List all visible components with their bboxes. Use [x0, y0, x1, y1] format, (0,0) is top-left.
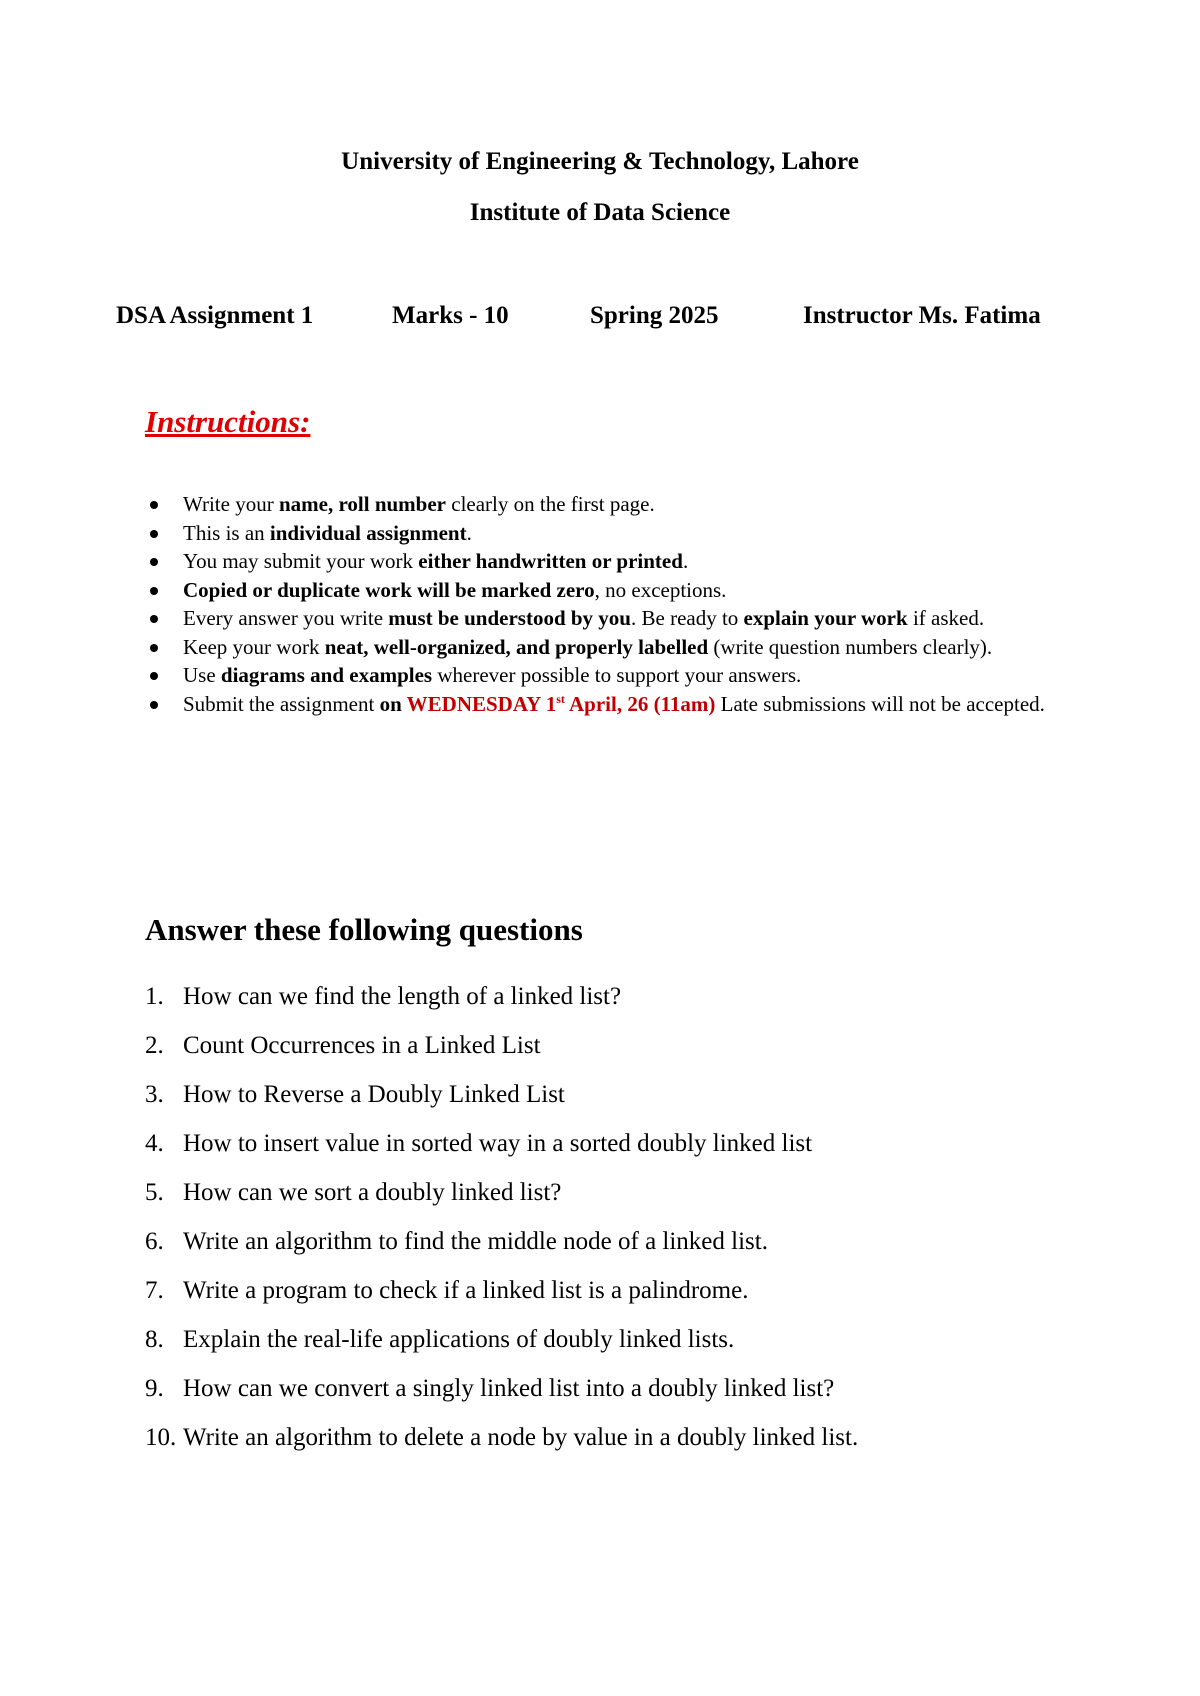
question-text: How to Reverse a Doubly Linked List [183, 1081, 565, 1108]
instruction-text: st [556, 691, 565, 706]
instruction-text: wherever possible to support your answers. [432, 663, 802, 687]
bullet-icon [150, 530, 158, 538]
instruction-text: Write your [183, 492, 279, 516]
bullet-icon [150, 701, 158, 709]
instruction-text: diagrams and examples [220, 663, 433, 687]
question-item [145, 1130, 858, 1179]
instruction-text: on [379, 691, 407, 716]
question-number: 7. [145, 1277, 164, 1304]
question-number: 6. [145, 1228, 164, 1255]
assignment-label: DSA Assignment 1 [116, 302, 314, 329]
bullet-icon [150, 587, 158, 595]
instruction-text: either handwritten or printed [418, 549, 683, 573]
instruction-item [145, 547, 1065, 576]
question-text: Explain the real-life applications of doubly linked lists. [183, 1326, 735, 1353]
question-item [145, 1326, 858, 1375]
instruction-item [145, 690, 1065, 719]
question-number: 3. [145, 1081, 164, 1108]
instruction-item [145, 661, 1065, 690]
question-text: How to insert value in sorted way in a sorted doubly linked list [183, 1130, 813, 1157]
instructor-label: Instructor Ms. Fatima [803, 302, 1041, 329]
instruction-text: name, roll number [278, 492, 446, 516]
bullet-icon [150, 501, 158, 509]
instruction-text: must be understood by you [388, 606, 631, 630]
question-text: How can we find the length of a linked list? [183, 983, 622, 1010]
instruction-text: April, 26 (11am) [564, 691, 716, 716]
questions-heading: Answer these following questions [145, 912, 583, 947]
bullet-icon [150, 615, 158, 623]
question-item [145, 1179, 858, 1228]
question-number: 8. [145, 1326, 164, 1353]
university-title: University of Engineering & Technology, Lahore [341, 148, 859, 175]
instruction-text: individual assignment [269, 520, 467, 545]
question-text: How can we sort a doubly linked list? [183, 1179, 562, 1206]
question-item [145, 1081, 858, 1130]
question-text: Write a program to check if a linked list is a palindrome. [183, 1277, 749, 1304]
question-number: 4. [145, 1130, 164, 1157]
question-number: 1. [145, 983, 164, 1010]
instruction-text: You may submit your work [183, 549, 419, 573]
instruction-text: , no exceptions. [594, 577, 727, 602]
instruction-text: WEDNESDAY 1 [406, 691, 557, 716]
question-item [145, 983, 858, 1032]
question-text: Write an algorithm to find the middle node of a linked list. [183, 1228, 768, 1255]
instruction-text: . Be ready to [631, 606, 744, 630]
question-item [145, 1228, 858, 1277]
instruction-text: Keep your work [183, 634, 325, 659]
questions-list [145, 983, 858, 1473]
question-item [145, 1375, 858, 1424]
bullet-icon [150, 672, 158, 680]
question-text: How can we convert a singly linked list into a doubly linked list? [183, 1375, 835, 1402]
question-number: 9. [145, 1375, 164, 1402]
instruction-text: neat, well-organized, and properly labelled [324, 634, 709, 659]
question-item [145, 1424, 858, 1473]
marks-label: Marks - 10 [392, 302, 509, 329]
question-item [145, 1277, 858, 1326]
bullet-icon [150, 644, 158, 652]
instruction-text: if asked. [907, 606, 985, 630]
instructions-list [145, 490, 1065, 718]
instruction-item [145, 604, 1065, 633]
question-number: 2. [145, 1032, 164, 1059]
instruction-item [145, 633, 1065, 662]
question-number: 5. [145, 1179, 164, 1206]
instruction-text: clearly on the first page. [446, 492, 655, 516]
term-label: Spring 2025 [590, 302, 719, 329]
bullet-icon [150, 558, 158, 566]
instruction-item [145, 490, 1065, 519]
instruction-text: Late submissions will not be accepted. [715, 691, 1045, 716]
institute-title: Institute of Data Science [469, 199, 731, 226]
instruction-text: explain your work [743, 606, 908, 630]
instruction-item [145, 519, 1065, 548]
instruction-text: Copied or duplicate work will be marked zero [183, 577, 595, 602]
instructions-heading: Instructions: [145, 404, 311, 439]
question-text: Count Occurrences in a Linked List [183, 1032, 541, 1059]
question-item [145, 1032, 858, 1081]
instruction-item [145, 576, 1065, 605]
instruction-text: Every answer you write [183, 606, 389, 630]
instruction-text: . [682, 549, 689, 573]
instruction-text: (write question numbers clearly). [708, 634, 993, 659]
instruction-text: This is an [183, 520, 270, 545]
instruction-text: . [466, 520, 472, 545]
question-number: 10. [145, 1424, 177, 1451]
question-text: Write an algorithm to delete a node by value in a doubly linked list. [183, 1424, 859, 1451]
instruction-text: Submit the assignment [183, 691, 380, 716]
instruction-text: Use [183, 663, 221, 687]
